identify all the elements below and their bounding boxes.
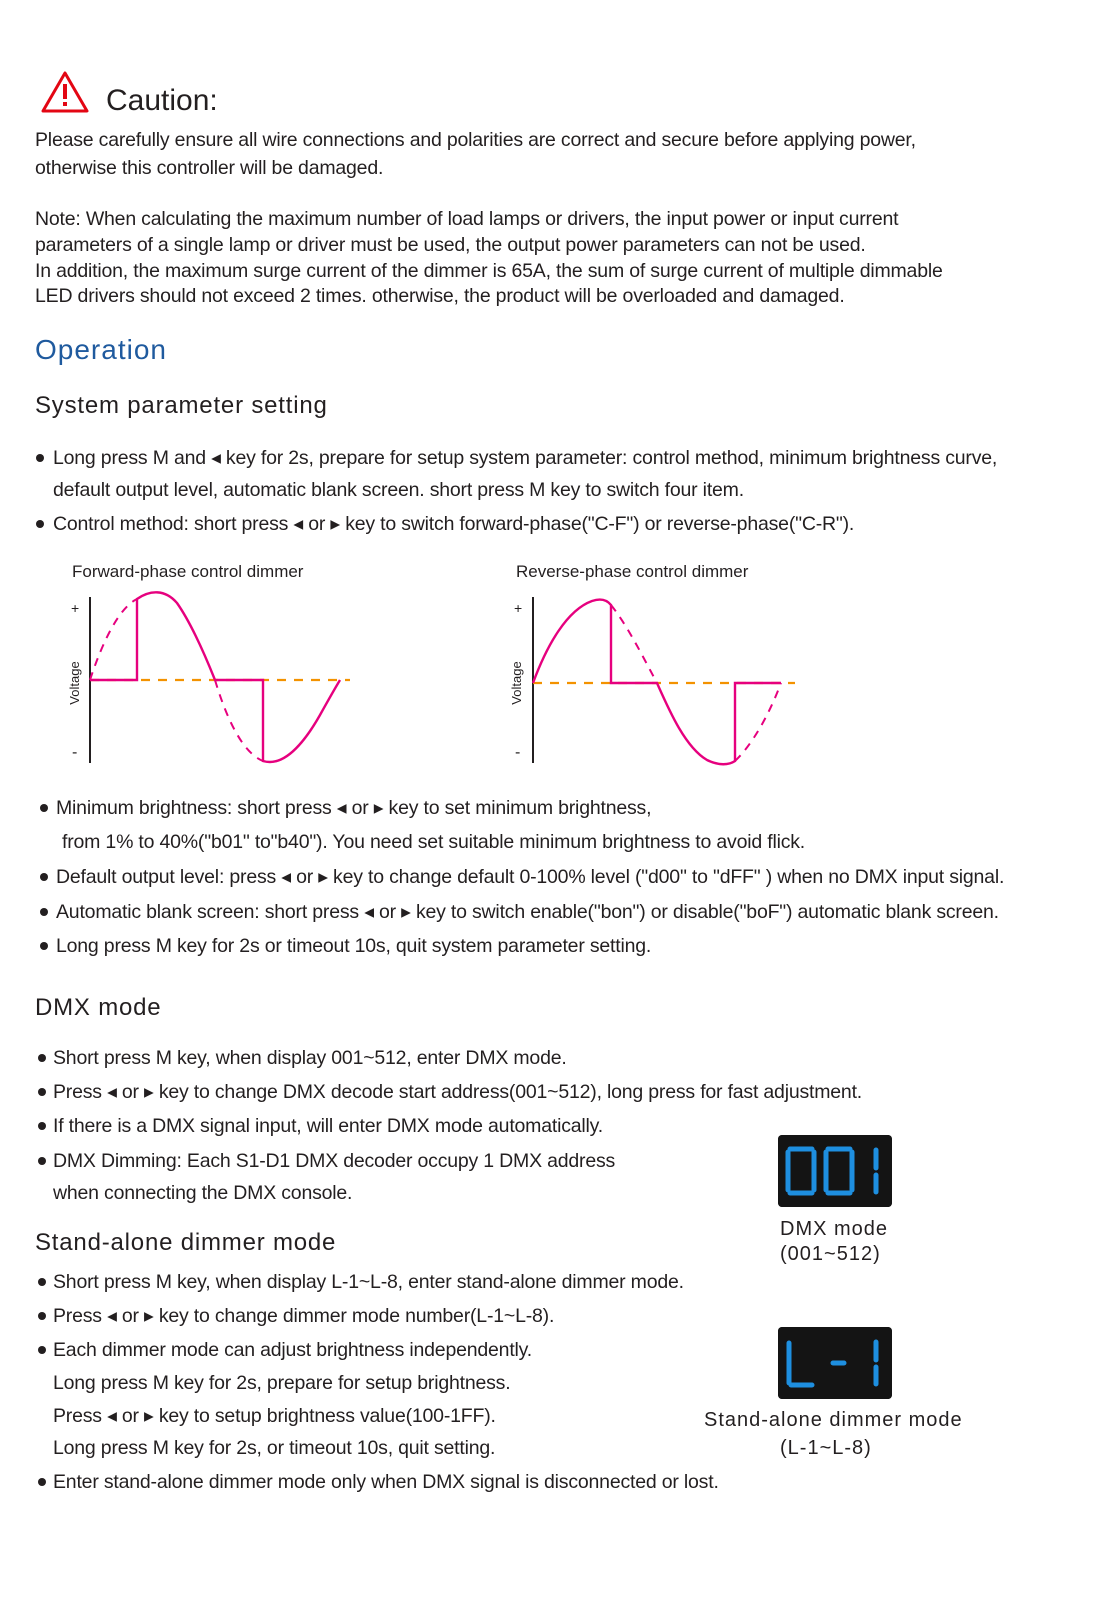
standalone-bullet-3-line2: Long press M key for 2s, prepare for setup brightness. xyxy=(53,1372,511,1394)
bullet-icon xyxy=(38,1312,46,1320)
note-line2: parameters of a single lamp or driver must be used, the output power parameters can not be used. xyxy=(35,234,866,256)
standalone-bullet-3-line3: Press ◂ or ▸ key to setup brightness value(100-1FF). xyxy=(53,1405,496,1427)
standalone-display-l1 xyxy=(778,1327,892,1399)
standalone-heading: Stand-alone dimmer mode xyxy=(35,1229,337,1256)
bullet-icon xyxy=(38,1157,46,1165)
bullet-icon xyxy=(38,1054,46,1062)
standalone-caption-line2: (L-1~L-8) xyxy=(780,1437,872,1459)
bullet-icon xyxy=(36,520,44,528)
standalone-bullet-1: Short press M key, when display L-1~L-8, enter stand-alone dimmer mode. xyxy=(53,1271,684,1293)
dmx-bullet-2: Press ◂ or ▸ key to change DMX decode start address(001~512), long press for fast adjustment. xyxy=(53,1081,863,1103)
forward-phase-chart-title: Forward-phase control dimmer xyxy=(72,562,304,581)
note-line1 xyxy=(35,206,898,232)
dmx-mode-heading: DMX mode xyxy=(35,994,162,1021)
note-line3: In addition, the maximum surge current of the dimmer is 65A, the sum of surge current of multiple dimmable xyxy=(35,260,943,282)
bullet-icon xyxy=(40,873,48,881)
system-bullet-5: Automatic blank screen: short press ◂ or ▸ key to switch enable("bon") or disable("boF") automatic blank screen. xyxy=(56,901,999,923)
dmx-bullet-3: If there is a DMX signal input, will enter DMX mode automatically. xyxy=(53,1115,603,1137)
reverse-phase-chart-title: Reverse-phase control dimmer xyxy=(516,562,749,581)
system-bullet-1-line2: default output level, automatic blank screen. short press M key to switch four item. xyxy=(53,479,744,501)
dmx-display-001 xyxy=(778,1135,892,1207)
dmx-caption-line2: (001~512) xyxy=(780,1243,881,1265)
caution-text-line2: otherwise this controller will be damaged. xyxy=(35,157,384,179)
bullet-icon xyxy=(38,1346,46,1354)
standalone-bullet-4: Enter stand-alone dimmer mode only when DMX signal is disconnected or lost. xyxy=(53,1471,719,1493)
forward-phase-waveform xyxy=(55,585,365,775)
dmx-bullet-1: Short press M key, when display 001~512, enter DMX mode. xyxy=(53,1047,567,1069)
cut-portion-positive xyxy=(90,599,137,680)
dmx-caption-line1: DMX mode xyxy=(780,1218,889,1240)
axis-minus-label: - xyxy=(515,744,521,761)
warning-icon xyxy=(40,70,90,114)
operation-heading: Operation xyxy=(35,334,167,365)
system-bullet-1-line1: Long press M and ◂ key for 2s, prepare for setup system parameter: control method, minimum brightness curve, xyxy=(53,447,998,469)
system-bullet-2: Control method: short press ◂ or ▸ key to switch forward-phase("C-F") or reverse-phase("C-R"). xyxy=(53,513,855,535)
bullet-icon xyxy=(40,942,48,950)
system-bullet-3-line2: from 1% to 40%("b01" to"b40"). You need set suitable minimum brightness to avoid flick. xyxy=(62,831,806,853)
caution-title: Caution: xyxy=(106,84,218,117)
system-bullet-3-line1: Minimum brightness: short press ◂ or ▸ key to set minimum brightness, xyxy=(56,797,652,819)
conducting-waveform xyxy=(90,592,340,762)
axis-minus-label: - xyxy=(72,744,78,761)
axis-plus-label: + xyxy=(71,600,80,616)
dmx-bullet-4-line1: DMX Dimming: Each S1-D1 DMX decoder occupy 1 DMX address xyxy=(53,1150,616,1172)
bullet-icon xyxy=(38,1478,46,1486)
bullet-icon xyxy=(38,1278,46,1286)
note-line4: LED drivers should not exceed 2 times. otherwise, the product will be overloaded and damaged. xyxy=(35,285,845,307)
caution-text-line1: Please carefully ensure all wire connections and polarities are correct and secure before applying power, xyxy=(35,129,916,151)
standalone-bullet-3-line4: Long press M key for 2s, or timeout 10s, quit setting. xyxy=(53,1437,496,1459)
standalone-bullet-2: Press ◂ or ▸ key to change dimmer mode number(L-1~L-8). xyxy=(53,1305,555,1327)
standalone-caption-line1: Stand-alone dimmer mode xyxy=(704,1409,963,1431)
reverse-phase-waveform xyxy=(497,585,807,775)
bullet-icon xyxy=(38,1122,46,1130)
voltage-axis-label: Voltage xyxy=(509,661,524,705)
bullet-icon xyxy=(38,1088,46,1096)
cut-portion-negative xyxy=(215,680,263,761)
system-bullet-4: Default output level: press ◂ or ▸ key to change default 0-100% level ("d00" to "dFF" ) when no DMX input signal. xyxy=(56,866,1005,888)
bullet-icon xyxy=(40,804,48,812)
note-line1-text: When calculating the maximum number of load lamps or drivers, the input power or input current xyxy=(80,208,899,230)
system-bullet-6: Long press M key for 2s or timeout 10s, quit system parameter setting. xyxy=(56,935,652,957)
voltage-axis-label: Voltage xyxy=(67,661,82,705)
system-parameter-heading: System parameter setting xyxy=(35,392,328,419)
dmx-bullet-4-line2: when connecting the DMX console. xyxy=(53,1182,353,1204)
note-label: Note: xyxy=(35,208,81,230)
cut-portion-positive xyxy=(611,605,657,683)
cut-portion-negative xyxy=(735,683,781,761)
bullet-icon xyxy=(36,454,44,462)
bullet-icon xyxy=(40,908,48,916)
axis-plus-label: + xyxy=(514,600,523,616)
standalone-bullet-3-line1: Each dimmer mode can adjust brightness independently. xyxy=(53,1339,532,1361)
